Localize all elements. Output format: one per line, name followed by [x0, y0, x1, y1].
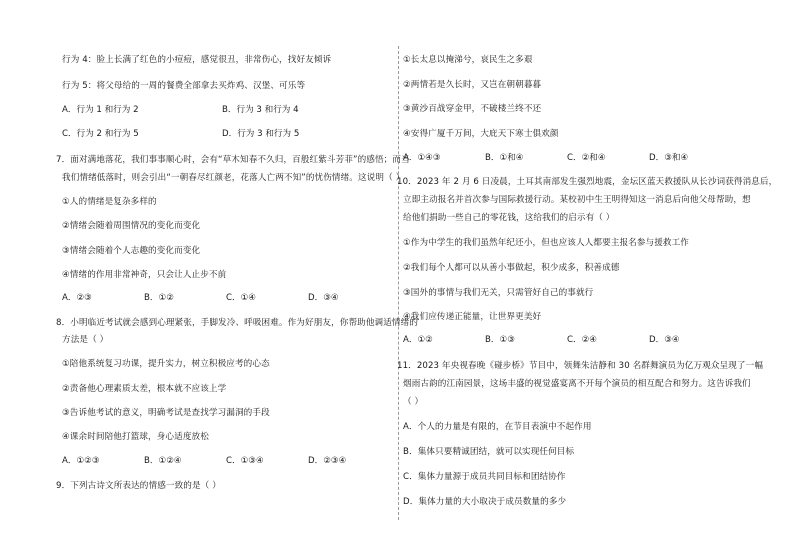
q10-stem-line-2: 立即主动报名并首次参与国际救援行动。某校初中生王明得知这一消息后向他父母帮助，想 [403, 195, 751, 205]
q8-option-d[interactable]: D．②③④ [308, 456, 347, 466]
q11-stem-line-1: 11．2023 年央视春晚《碰步桥》节目中，领舞朱洁静和 30 名群舞演员为亿万观众呈现了一幅 [397, 361, 764, 371]
q6-option-b[interactable]: B．行为 3 和行为 4 [222, 105, 299, 115]
q8-statement-4: ④课余时间陪他打篮球，身心适度放松 [62, 432, 209, 442]
q7-stem-line-1: 7．面对满地落花，我们事事顺心时，会有“草木知春不久归，百般红紫斗芳菲”的感悟；而当 [56, 155, 410, 165]
q9-statement-4: ④安得广厦千万间，大庇天下寒士俱欢颜 [403, 129, 559, 139]
q10-option-d[interactable]: D．③④ [649, 335, 680, 345]
q7-option-d[interactable]: D．③④ [308, 293, 339, 303]
q7-option-c[interactable]: C．①④ [226, 293, 257, 303]
q11-option-d[interactable]: D．集体力量的大小取决于成员数量的多少 [403, 497, 567, 507]
q11-stem-line-3: （ ） [403, 397, 424, 407]
q6-option-a[interactable]: A．行为 1 和行为 2 [62, 105, 139, 115]
q9-stem: 9．下列古诗文所表达的情感一致的是（ ） [56, 481, 221, 491]
q11-stem-line-2: 烟雨古韵的江南园景，这场丰盛的视觉盛宴离不开每个演员的相互配合和努力。这告诉我们 [403, 379, 751, 389]
q9-statement-3: ③黄沙百战穿金甲，不破楼兰终不还 [403, 104, 542, 114]
q10-option-a[interactable]: A．①② [403, 335, 433, 345]
q9-statement-1: ①长太息以掩涕兮，哀民生之多艰 [403, 55, 533, 65]
q8-option-a[interactable]: A．①②③ [62, 456, 100, 466]
column-divider [398, 46, 399, 520]
q7-statement-4: ④情绪的作用非常神奇，只会让人止步不前 [62, 270, 227, 280]
q6-option-d[interactable]: D．行为 3 和行为 5 [222, 129, 300, 139]
q9-option-c[interactable]: C．②和④ [567, 153, 606, 163]
q7-statement-2: ②情绪会随着周围情况的变化而变化 [62, 221, 201, 231]
q10-statement-1: ①作为中学生的我们虽然年纪还小，但也应该人人都要主报名参与援救工作 [403, 238, 690, 248]
q8-stem-line-1: 8．小明临近考试就会感到心理紧张，手脚发冷、呼吸困难。作为好朋友，你帮助他调适情绪的 [56, 318, 419, 328]
q7-stem-line-2: 我们情绪低落时，则会引出“一朝春尽红颜老，花落人亡两不知”的忧伤情绪。这说明（ ） [62, 173, 405, 183]
q9-option-b[interactable]: B．①和④ [485, 153, 524, 163]
q8-statement-2: ②责备他心理素质太差，根本就不应该上学 [62, 384, 227, 394]
behavior-4-text: 行为 4：脸上长满了红色的小痘痘，感觉很丑，非常伤心，找好友倾诉 [62, 55, 332, 65]
q11-option-c[interactable]: C．集体力量源于成员共同目标和团结协作 [403, 472, 566, 482]
q7-option-a[interactable]: A．②③ [62, 293, 92, 303]
q10-statement-2: ②我们每个人都可以从善小事做起，积少成多，积善成德 [403, 263, 620, 273]
q9-option-a[interactable]: A．①④③ [403, 153, 441, 163]
q11-option-b[interactable]: B．集体只要精诚团结，就可以实现任何目标 [403, 447, 575, 457]
q7-option-b[interactable]: B．①② [144, 293, 174, 303]
q10-option-b[interactable]: B．①③ [485, 335, 515, 345]
q9-statement-2: ②两情若是久长时，又岂在朝朝暮暮 [403, 80, 542, 90]
q10-stem-line-1: 10．2023 年 2 月 6 日凌晨，土耳其南部发生强烈地震，金坛区蓝天救援队从长沙词获得消息后， [397, 177, 778, 187]
q10-stem-line-3: 给他们捐助一些自己的零花钱，这给我们的启示有（ ） [403, 213, 615, 223]
q11-option-a[interactable]: A．个人的力量是有限的，在节目表演中不起作用 [403, 422, 592, 432]
q8-statement-1: ①陪他系统复习功课，提升实力，树立积极应考的心态 [62, 359, 270, 369]
q10-statement-3: ③国外的事情与我们无关，只需管好自己的事就行 [403, 288, 594, 298]
q8-option-c[interactable]: C．①③④ [226, 456, 264, 466]
behavior-5-text: 行为 5：将父母给的一周的餐费全部拿去买炸鸡、汉堡、可乐等 [62, 81, 306, 91]
q6-option-c[interactable]: C．行为 2 和行为 5 [62, 129, 139, 139]
q7-statement-1: ①人的情绪是复杂多样的 [62, 197, 157, 207]
q9-option-d[interactable]: D．③和④ [649, 153, 689, 163]
q8-statement-3: ③告诉他考试的意义，明确考试是查找学习漏洞的手段 [62, 408, 270, 418]
q8-stem-line-2: 方法是（ ） [62, 335, 109, 345]
q10-option-c[interactable]: C．②④ [567, 335, 598, 345]
q7-statement-3: ③情绪会随着个人志趣的变化而变化 [62, 246, 201, 256]
q8-option-b[interactable]: B．①②④ [144, 456, 182, 466]
q10-statement-4: ④我们应传递正能量，让世界更美好 [403, 312, 542, 322]
